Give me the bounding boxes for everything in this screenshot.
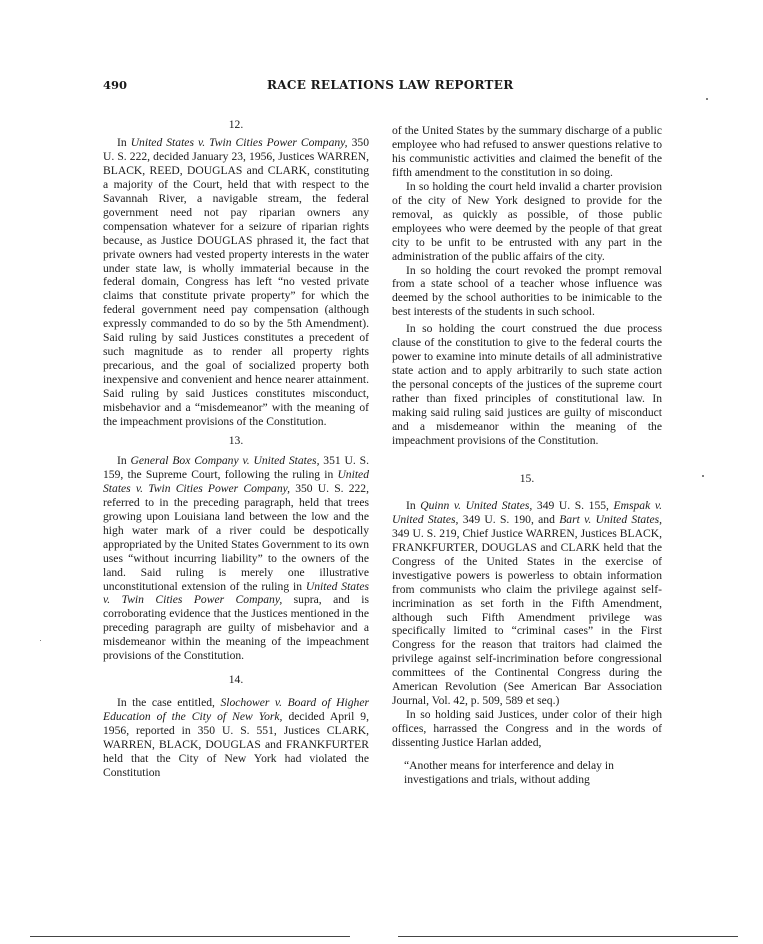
running-head: RACE RELATIONS LAW REPORTER bbox=[267, 78, 514, 92]
case-name: Bart v. United States, bbox=[559, 512, 663, 526]
text-run: In bbox=[117, 135, 131, 149]
section-number-15: 15. bbox=[519, 471, 535, 485]
section-number-13: 13. bbox=[228, 433, 244, 447]
left-column bbox=[103, 118, 369, 780]
scan-speck bbox=[706, 98, 708, 100]
text-run: 350 U. S. 222, decided January 23, 1956, Justices WARREN, BLACK, REED, DOUGLAS and CLARK, constituting a majority of the Court, held that with respect to the Savannah River, a navigable stream, the federal government need not pay riparian owners any compensation whatever for a seizure of riparian rights because, as Justice DOUGLAS phrased it, the fact that private owners had vested property interests in the water under state law, is wholly immaterial because in the federal domain, Congress has left “no vested private claims that constitute private property” for which the federal government need pay compensation (although expressly commanded to do so by the 5th Amendment). Said ruling by said Justices constitutes a precedent of such magnitude as to render all property rights precarious, and the goal of socialized property both inexpensive and convenient and hence nearer attainment. Said ruling by said Justices constitutes misconduct, misbehavior and a “misdemeanor” with the meaning of the impeachment provisions of the Constitution. bbox=[103, 135, 370, 429]
footer-rule-right bbox=[398, 936, 738, 937]
case-name: United States v. Twin Cities Power Company, bbox=[103, 467, 369, 495]
page-header bbox=[95, 78, 715, 96]
footer-rule-left bbox=[30, 936, 350, 937]
section-14-paragraph bbox=[103, 696, 369, 780]
paragraph-teacher-removal: In so holding the court revoked the prompt removal from a state school of a teacher whose influence was deemed by the school authorities to be inimicable to the best interests of the students in such school. bbox=[392, 263, 662, 319]
paragraph-harrassed-congress: In so holding said Justices, under color of their high offices, harrassed the Congress and in the words of dissenting Justice Harlan added, bbox=[392, 708, 662, 750]
case-name: Quinn v. United States, bbox=[420, 498, 533, 512]
case-name: United States v. Twin Cities Power Company, bbox=[103, 579, 369, 607]
page-number: 490 bbox=[103, 78, 128, 92]
right-column bbox=[392, 124, 662, 787]
section-number-12: 12. bbox=[228, 118, 244, 131]
block-quote: “Another means for interference and delay in investigations and trials, without adding bbox=[404, 759, 614, 786]
section-13-paragraph bbox=[103, 454, 369, 663]
text-run: decided April 9, 1956, reported in 350 U. S. 551, Justices CLARK, WARREN, BLACK, DOUGLAS and FRANKFURTER held that the City of New York had violated the Constitution bbox=[103, 710, 369, 779]
text-run: 349 U. S. 190, and bbox=[458, 512, 560, 526]
continued-paragraph: of the United States by the summary discharge of a public employee who had refused to answer questions relative to his communistic activities and claimed the benefit of the fifth amendment to the constitution in so doing. bbox=[392, 124, 662, 179]
text-run: In the case entitled, bbox=[117, 696, 221, 710]
case-name: Slochower v. Board of Higher Education of the City of New York, bbox=[103, 696, 369, 724]
scan-speck bbox=[702, 475, 704, 477]
text-run: supra, and is corroborating evidence that the Justices mentioned in the preceding paragraph are guilty of misbehavior and a misdemeanor within the meaning of the impeachment provisions of the Constitution. bbox=[103, 593, 369, 663]
text-run: 349 U. S. 219, Chief Justice WARREN, Justices BLACK, FRANKFURTER, DOUGLAS and CLARK held that the Congress of the United States in the exercise of investigative powers is powerless to obtain information from communists who claim the privilege against self-incrimination as set forth in the Fifth Amendment, although such Fifth Amendment privilege was specifically limited to “criminal cases” in the First Congress for the reason that traitors had claimed the privilege against self-incrimination before congressional committees of the Continental Congress during the American Revolution (See American Bar Association Journal, Vol. 42, p. 509, 589 et seq.) bbox=[392, 526, 662, 708]
section-15-paragraph bbox=[392, 499, 662, 708]
section-number-14: 14. bbox=[228, 673, 244, 687]
case-name: United States v. Twin Cities Power Company, bbox=[130, 135, 348, 149]
text-run: 350 U. S. 222, referred to in the preceding paragraph, held that trees growing upon Louisiana land between the low and the high water mark of a river could be despotically appropriated by the United States Government to its own uses “without incurring liability” to the owners of the land. Said ruling is merely one illustrative unconstitutional extension of the ruling in bbox=[103, 481, 369, 593]
text-run: 349 U. S. 155, bbox=[532, 498, 614, 512]
scan-speck bbox=[40, 640, 41, 641]
paragraph-due-process: In so holding the court construed the due process clause of the constitution to give to the federal courts the power to examine into minute details of all administrative state action and to apply arbitrarily to such state action the personal concepts of the justices of the supreme court rather than fixed principles of constitutional law. In making said ruling said justices are guilty of misconduct and a misdemeanor within the meaning of the impeachment provisions of the Constitution. bbox=[392, 322, 662, 447]
text-run: In bbox=[406, 498, 421, 512]
case-name: General Box Company v. United States, bbox=[130, 453, 320, 467]
case-name: Emspak v. United States, bbox=[392, 498, 663, 526]
paragraph-charter-provision: In so holding the court held invalid a charter provision of the city of New York designed to provide for the removal, as quickly as possible, of those public employees who were deemed by the people of that great city to be unfit to be entrusted with any part in the administration of the public affairs of the city. bbox=[392, 179, 662, 263]
text-run: In bbox=[117, 453, 131, 467]
section-12-paragraph bbox=[103, 136, 369, 429]
text-run: 351 U. S. 159, the Supreme Court, following the ruling in bbox=[103, 453, 369, 481]
